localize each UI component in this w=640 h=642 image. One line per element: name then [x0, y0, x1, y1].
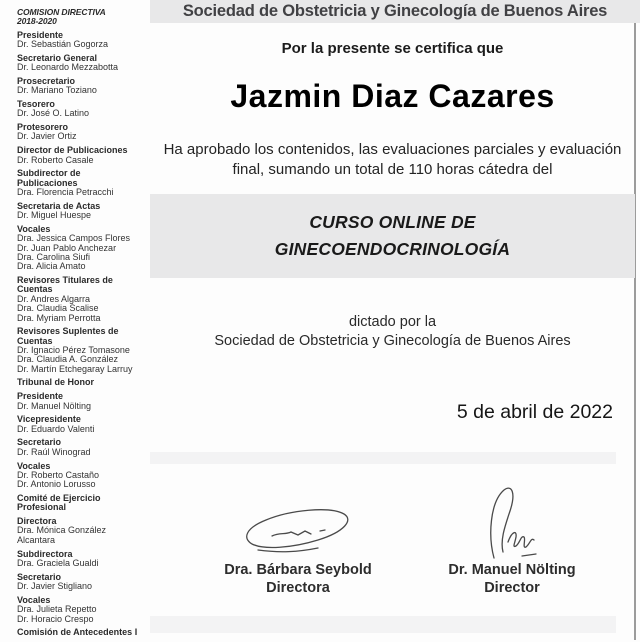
sidebar-section-title: Revisores Titulares de Cuentas: [17, 275, 113, 295]
sidebar-section: [17, 462, 143, 490]
sidebar-section: [17, 54, 143, 73]
sidebar-section-title: Subdirectora: [17, 548, 73, 559]
sidebar-member-name: Dra. Claudia A. González: [17, 354, 119, 365]
course-title-line1: CURSO ONLINE DE: [309, 212, 476, 232]
sidebar-section: [17, 517, 143, 545]
sidebar-member-name: Dra. Claudia Scalise: [17, 303, 99, 314]
sidebar-member-name: Dra. Florencia Petracchi: [17, 187, 114, 198]
sidebar-member-name: Dr. Andres Algarra: [17, 293, 91, 304]
sidebar-member-name: Dr. Manuel Nölting: [17, 400, 92, 411]
certificate-date: 5 de abril de 2022: [456, 401, 613, 423]
sidebar-member-name: Dr. Eduardo Valenti: [17, 423, 95, 434]
sidebar-section-title: Director de Publicaciones: [17, 145, 128, 156]
certificate-body: [150, 0, 635, 640]
sidebar-section-title: Secretario: [17, 437, 62, 448]
sidebar-section-title: Secretaria de Actas: [17, 200, 101, 211]
sidebar-section: [17, 100, 143, 119]
sidebar-section: [17, 550, 143, 569]
issued-by-line1: dictado por la: [348, 314, 437, 330]
issued-by-block: [150, 313, 635, 351]
sidebar-member-name: Dra. Julieta Repetto: [17, 604, 97, 615]
sidebar-section-title: Secretario General: [17, 52, 98, 63]
sidebar-member-name: Dra. Myriam Perrotta: [17, 312, 101, 323]
sidebar-member-name: Dr. José O. Latino: [17, 108, 90, 119]
sidebar-section: [17, 438, 143, 457]
sidebar-section: [17, 202, 143, 221]
sidebar-member-name: Dr. Sebastián Gogorza: [17, 39, 109, 50]
certify-intro-line: Por la presente se certifica que: [281, 40, 504, 57]
sidebar-section-title: Vocales: [17, 594, 51, 605]
sidebar-section-title: Revisores Suplentes de Cuentas: [17, 326, 119, 346]
sidebar-member-name: Dr. Antonio Lorusso: [17, 479, 96, 490]
sidebar-section: [17, 77, 143, 96]
sidebar-section-title: Directora: [17, 516, 57, 527]
scan-artifact-band: [150, 616, 616, 633]
sidebar-heading: [17, 8, 143, 26]
sidebar-member-name: Dr. Juan Pablo Anchezar: [17, 242, 117, 253]
sidebar-member-name: Dr. Javier Ortiz: [17, 131, 77, 142]
org-title: Sociedad de Obstetricia y Ginecología de Buenos Aires: [182, 2, 608, 20]
sidebar-section: [17, 276, 143, 323]
recipient-name: Jazmin Diaz Cazares: [230, 78, 555, 114]
sidebar-section: [17, 327, 143, 374]
course-title-box: [150, 194, 635, 278]
sidebar-section: [17, 146, 143, 165]
sidebar-section-title: Comisión de Antecedentes I: [17, 627, 138, 638]
sidebar-member-name: Dra. Jessica Campos Flores: [17, 233, 131, 244]
sidebar-heading-line1: COMISION DIRECTIVA: [17, 7, 106, 17]
signature-right-role: Director: [484, 579, 540, 596]
sidebar-member-name: Dra. Mónica González Alcantara: [17, 525, 107, 545]
sidebar-sections: [17, 31, 143, 638]
sidebar-member-name: Dra. Graciela Gualdi: [17, 557, 99, 568]
issued-by-line2: Sociedad de Obstetricia y Ginecología de Buenos Aires: [214, 333, 571, 349]
signature-left-label: [198, 562, 398, 597]
sidebar-member-name: Dr. Martín Etchegaray Larruy: [17, 363, 133, 374]
scan-artifact-band: [150, 452, 616, 464]
sidebar-section: [17, 628, 143, 637]
sidebar-heading-line2: 2018-2020: [17, 15, 57, 26]
course-title-line2: GINECOENDOCRINOLOGÍA: [274, 239, 511, 259]
sidebar-member-name: Dra. Carolina Siufi: [17, 251, 91, 262]
sidebar-section-title: Tesorero: [17, 98, 55, 109]
sidebar-member-name: Dr. Leonardo Mezzabotta: [17, 62, 119, 73]
sidebar-section: [17, 494, 143, 513]
sidebar-member-name: Dra. Alicia Amato: [17, 261, 86, 272]
sidebar-section: [17, 378, 143, 387]
sidebar-member-name: Dr. Raúl Winograd: [17, 446, 91, 457]
approval-paragraph: Ha aprobado los contenidos, las evaluaciones parciales y evaluación final, sumando un total de 110 horas cátedra del: [163, 141, 622, 178]
signature-right-label: [412, 562, 612, 597]
sidebar-board-list: [17, 8, 143, 642]
sidebar-section: [17, 596, 143, 624]
sidebar-member-name: Dr. Mariano Toziano: [17, 85, 97, 96]
signature-left-role: Directora: [266, 579, 330, 596]
sidebar-section-title: Presidente: [17, 391, 64, 402]
sidebar-section-title: Vocales: [17, 460, 51, 471]
sidebar-section: [17, 225, 143, 272]
sidebar-section-title: Comité de Ejercicio Profesional: [17, 493, 101, 513]
sidebar-member-name: Dr. Miguel Huespe: [17, 210, 92, 221]
sidebar-section-title: Prosecretario: [17, 75, 76, 86]
sidebar-member-name: Dr. Roberto Casale: [17, 154, 94, 165]
sidebar-section-title: Tribunal de Honor: [17, 377, 95, 388]
sidebar-section: [17, 169, 143, 197]
sidebar-member-name: Dr. Ignacio Pérez Tomasone: [17, 344, 130, 355]
signature-right-name: Dr. Manuel Nölting: [448, 562, 576, 578]
sidebar-section: [17, 392, 143, 411]
sidebar-section-title: Presidente: [17, 29, 64, 40]
sidebar-section: [17, 123, 143, 142]
sidebar-section-title: Subdirector de Publicaciones: [17, 168, 81, 188]
sidebar-section: [17, 573, 143, 592]
signature-left-name: Dra. Bárbara Seybold: [224, 562, 372, 578]
sidebar-section: [17, 415, 143, 434]
sidebar-member-name: Dr. Roberto Castaño: [17, 469, 100, 480]
sidebar-section-title: Vicepresidente: [17, 414, 81, 425]
sidebar-member-name: Dr. Javier Stigliano: [17, 581, 93, 592]
sidebar-section: [17, 31, 143, 50]
sidebar-section-title: Protesorero: [17, 122, 69, 133]
signature-scribble-right: [480, 484, 542, 562]
sidebar-section-title: Secretario: [17, 571, 62, 582]
sidebar-member-name: Dr. Horacio Crespo: [17, 613, 94, 624]
signature-scribble-left: [238, 504, 356, 556]
sidebar-section-title: Vocales: [17, 223, 51, 234]
